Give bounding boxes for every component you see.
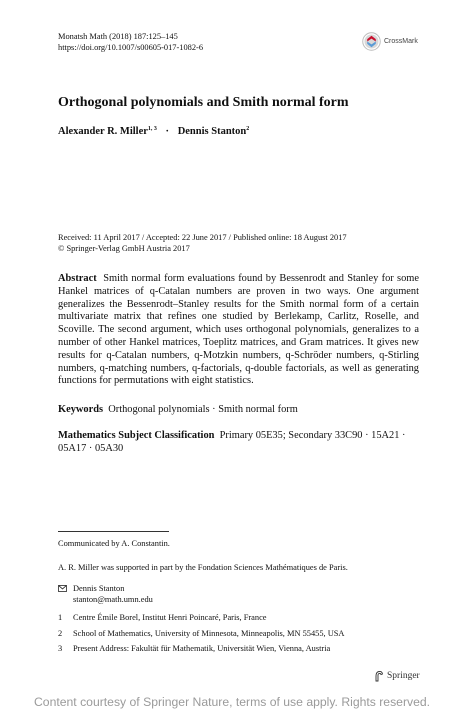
springer-horse-icon <box>374 670 384 682</box>
keywords <box>58 404 298 415</box>
affiliation-number: 1 <box>58 613 63 622</box>
author-affiliation-marker: 1, 3 <box>147 126 157 132</box>
crossmark-badge[interactable] <box>362 32 418 51</box>
affiliation-item <box>58 629 344 640</box>
affiliation-item <box>58 613 267 624</box>
contact-email[interactable]: stanton@math.umn.edu <box>73 594 153 604</box>
affiliation-number: 2 <box>58 629 63 638</box>
author-list <box>58 126 249 137</box>
affiliation-text: Present Address: Fakultät für Mathematik, Universität Wien, Vienna, Austria <box>73 644 331 653</box>
msc-label: Mathematics Subject Classification <box>58 430 215 441</box>
subject-classification <box>58 430 419 456</box>
springer-logo <box>374 670 420 682</box>
contact-name: Dennis Stanton <box>73 584 125 593</box>
journal-header <box>58 32 203 53</box>
envelope-icon <box>58 585 67 592</box>
author-name[interactable]: Dennis Stanton <box>177 126 247 137</box>
author-name[interactable]: Alexander R. Miller <box>58 126 148 137</box>
affiliation-text: Centre Émile Borel, Institut Henri Poincaré, Paris, France <box>73 613 267 622</box>
abstract-text: Smith normal form evaluations found by Bessenrodt and Stanley for some Hankel matrices of q-Catalan numbers are proven in two ways. One argument generalizes the Bessenrodt–Stanley results for the Smith normal form of a certain multivariate matrix that refines one studied by Berlekamp, Carlitz, Roselle, and Scoville. The second argument, which uses orthogonal polynomials, generalizes to a number of other Hankel matrices, Toeplitz matrices, and Gram matrices. It gives new results for q-Catalan numbers, q-Motzkin numbers, q-Schröder numbers, q-Stirling numbers, q-matching numbers, q-factorials, q-double factorials, as well as generating functions for permutations with eight statistics. <box>58 273 419 387</box>
corresponding-author <box>58 584 153 605</box>
affiliation-number: 3 <box>58 644 63 653</box>
copyright-line: © Springer-Verlag GmbH Austria 2017 <box>58 243 190 253</box>
paper-title: Orthogonal polynomials and Smith normal form <box>58 95 349 110</box>
author-separator: · <box>165 126 170 137</box>
abstract <box>58 273 419 388</box>
keywords-label: Keywords <box>58 404 104 415</box>
abstract-label: Abstract <box>58 273 97 284</box>
author-affiliation-marker: 2 <box>246 126 250 132</box>
affiliation-item <box>58 644 330 655</box>
crossmark-label: CrossMark <box>384 38 418 45</box>
keywords-text: Orthogonal polynomials · Smith normal form <box>108 404 298 415</box>
funding-note: A. R. Miller was supported in part by the Fondation Sciences Mathématiques de Paris. <box>58 563 348 572</box>
msc-text: Primary 05E35; Secondary 33C90 · 15A21 · 05A17 · 05A30 <box>58 430 406 454</box>
journal-citation: Monatsh Math (2018) 187:125–145 <box>58 32 178 41</box>
publication-dates <box>58 233 347 254</box>
crossmark-icon <box>362 32 381 51</box>
dates-line: Received: 11 April 2017 / Accepted: 22 June 2017 / Published online: 18 August 2017 <box>58 233 347 242</box>
courtesy-watermark: Content courtesy of Springer Nature, terms of use apply. Rights reserved. <box>34 695 431 709</box>
footnote-divider <box>58 531 169 532</box>
affiliation-text: School of Mathematics, University of Minnesota, Minneapolis, MN 55455, USA <box>73 629 345 638</box>
springer-wordmark: Springer <box>387 671 420 681</box>
doi-link[interactable]: https://doi.org/10.1007/s00605-017-1082-6 <box>58 42 204 52</box>
communicated-note: Communicated by A. Constantin. <box>58 539 170 548</box>
